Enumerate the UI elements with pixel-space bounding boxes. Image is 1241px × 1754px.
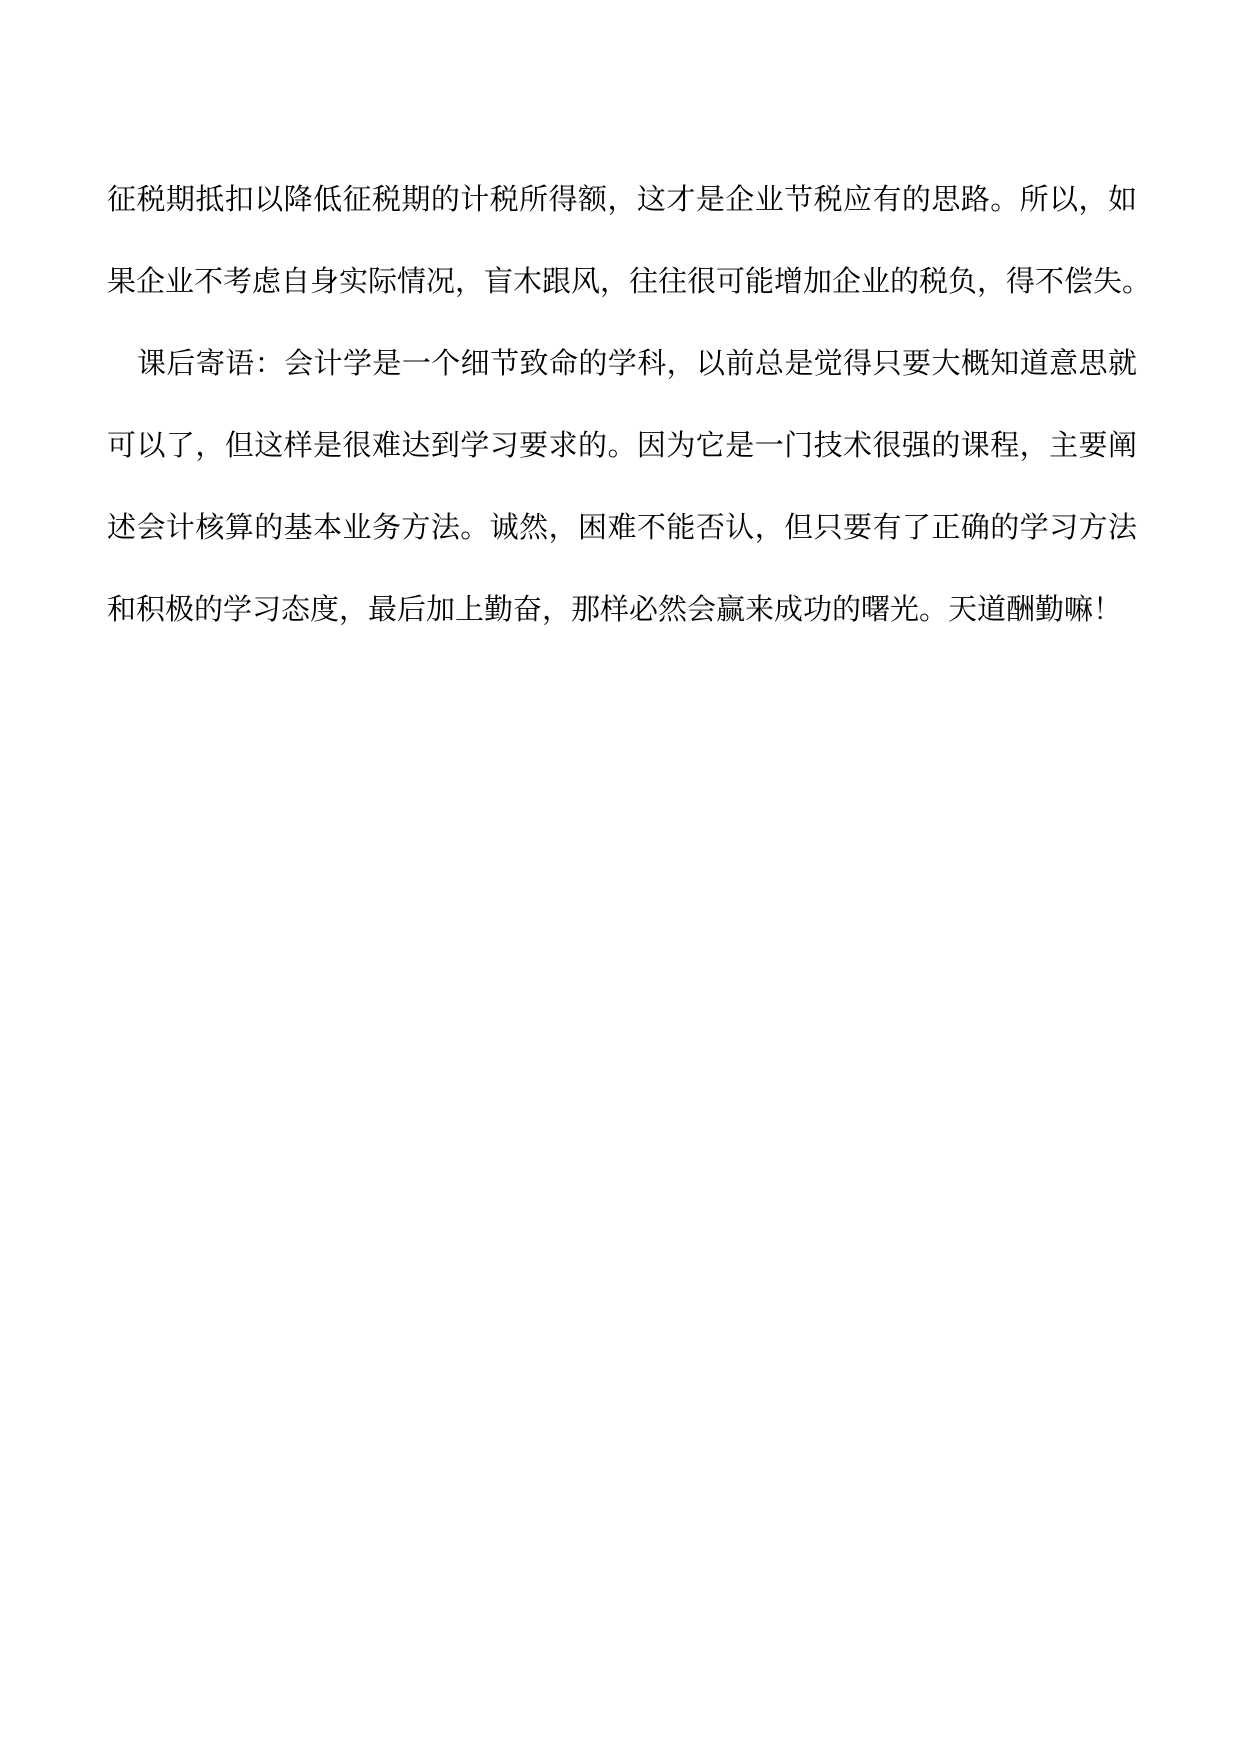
text-line: 和积极的学习态度，最后加上勤奋，那样必然会赢来成功的曙光。天道酬勤嘛！ (107, 592, 1123, 626)
text-line: 述会计核算的基本业务方法。诚然，困难不能否认，但只要有了正确的学习方法 (107, 510, 1137, 544)
text-line: 课后寄语：会计学是一个细节致命的学科，以前总是觉得只要大概知道意思就 (137, 346, 1137, 380)
paragraph (107, 158, 1152, 322)
text-line: 征税期抵扣以降低征税期的计税所得额，这才是企业节税应有的思路。所以，如 (107, 182, 1137, 216)
text-line: 可以了，但这样是很难达到学习要求的。因为它是一门技术很强的课程，主要阐 (107, 428, 1137, 462)
document-body (107, 158, 1152, 650)
paragraph (107, 322, 1137, 650)
text-line: 果企业不考虑自身实际情况，盲木跟风，往往很可能增加企业的税负，得不偿失。 (107, 264, 1152, 298)
